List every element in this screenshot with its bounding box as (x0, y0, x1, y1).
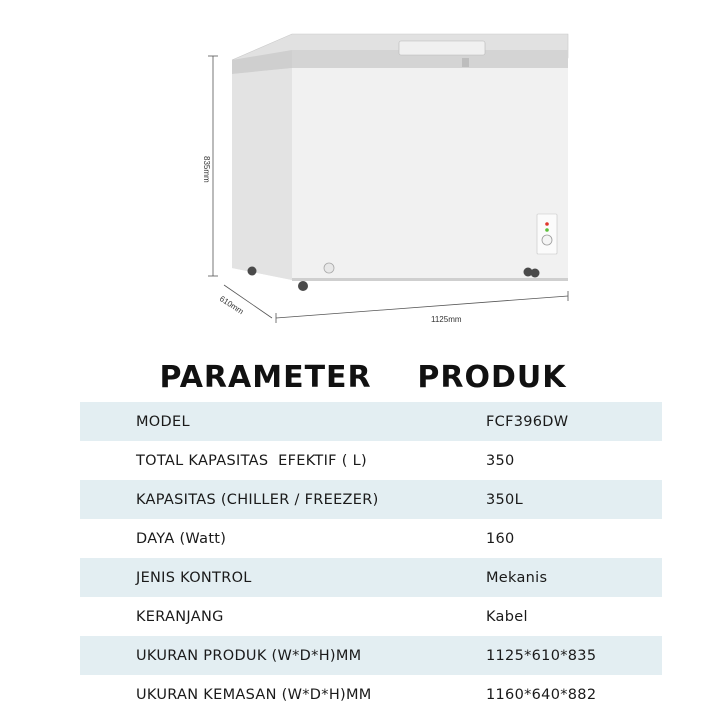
spec-table (80, 402, 662, 714)
spec-value: 1125*610*835 (486, 647, 597, 664)
spec-value: FCF396DW (486, 413, 569, 430)
spec-label: JENIS KONTROL (136, 569, 252, 586)
spec-label: KERANJANG (136, 608, 224, 625)
spec-label: UKURAN KEMASAN (W*D*H)MM (136, 686, 372, 703)
spec-label: UKURAN PRODUK (W*D*H)MM (136, 647, 362, 664)
spec-value: 1160*640*882 (486, 686, 597, 703)
table-row (80, 675, 662, 714)
spec-value: Kabel (486, 608, 528, 625)
spec-value: 160 (486, 530, 515, 547)
depth-label: 610mm (217, 294, 246, 317)
table-row (80, 636, 662, 675)
page-title: PARAMETER PRODUK (159, 360, 567, 395)
table-row (80, 597, 662, 636)
spec-value: Mekanis (486, 569, 548, 586)
table-row (80, 441, 662, 480)
spec-label: MODEL (136, 413, 190, 430)
table-row (80, 558, 662, 597)
spec-value: 350 (486, 452, 515, 469)
width-dimension-line (276, 291, 568, 323)
freezer-body (232, 34, 568, 291)
table-row (80, 402, 662, 441)
table-row (80, 480, 662, 519)
spec-label: KAPASITAS (CHILLER / FREEZER) (136, 491, 379, 508)
spec-label: TOTAL KAPASITAS EFEKTIF ( L) (136, 452, 367, 469)
width-label: 1125mm (431, 315, 462, 324)
table-row (80, 519, 662, 558)
spec-label: DAYA (Watt) (136, 530, 227, 547)
spec-value: 350L (486, 491, 523, 508)
chest-freezer-figure (0, 0, 726, 340)
height-label: 835mm (202, 156, 211, 183)
